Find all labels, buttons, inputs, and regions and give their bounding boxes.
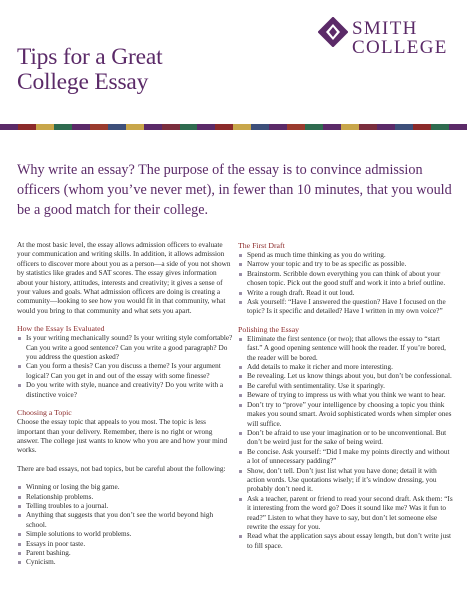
logo-word-smith: SMITH	[352, 18, 418, 39]
title-line-1: Tips for a Great	[17, 44, 163, 70]
title-line-2: College Essay	[17, 69, 149, 95]
stripe-segment	[197, 124, 215, 130]
polishing-list	[238, 335, 453, 551]
list-item: Is your writing mechanically sound? Is your writing style comfortable? Can you write a good sentence? Can you write a good paragraph? Do you address the question asked?	[17, 334, 233, 362]
stripe-segment	[305, 124, 323, 130]
smith-college-logo	[318, 14, 460, 64]
list-item: Eliminate the first sentence (or two); that allows the essay to “start fast.” A good opening sentence will hook the reader. If you’re bored, the reader will be bored.	[238, 335, 453, 363]
logo-word-college: COLLEGE	[352, 37, 448, 58]
left-column	[17, 241, 233, 568]
list-item: Don’t try to “prove” your intelligence by choosing a topic you think makes you sound smart. Avoid sophisticated words when simpler ones will suffice.	[238, 401, 453, 429]
first-draft-heading: The First Draft	[238, 241, 285, 250]
list-item: Winning or losing the big game.	[17, 483, 233, 492]
college-seal-icon	[318, 17, 348, 47]
list-item: Show, don’t tell. Don’t just list what you have done; detail it with action words. Use quotations wisely; if it’s window dressing, you probably don’t need it.	[238, 467, 453, 495]
list-item: Ask yourself: “Have I answered the question? Have I focused on the topic? Is it specific and detailed? Have I written in my own voice?”	[238, 298, 453, 317]
list-item: Narrow your topic and try to be as specific as possible.	[238, 260, 453, 269]
topic-paragraph: Choose the essay topic that appeals to you most. The topic is less important than your delivery. Remember, there is no right or wrong answer. The college just wants to know who you are and how your mind works.	[17, 418, 228, 455]
list-item: Relationship problems.	[17, 493, 233, 502]
stripe-segment	[323, 124, 341, 130]
topic-heading: Choosing a Topic	[17, 408, 72, 418]
stripe-segment	[413, 124, 431, 130]
stripe-segment	[269, 124, 287, 130]
stripe-segment	[72, 124, 90, 130]
stripe-segment	[90, 124, 108, 130]
list-item: Be revealing. Let us know things about you, but don’t be confessional.	[238, 372, 453, 381]
stripe-segment	[215, 124, 233, 130]
polishing-heading: Polishing the Essay	[238, 324, 300, 334]
list-item: Telling troubles to a journal.	[17, 502, 233, 511]
stripe-segment	[233, 124, 251, 130]
intro-paragraph: Why write an essay? The purpose of the essay is to convince admission officers (whom you’ve never met), in fewer than 10 minutes, that you would be a good match for their college.	[17, 162, 452, 218]
page-title	[17, 45, 162, 95]
logo-wordmark	[352, 20, 448, 58]
list-item: Beware of trying to impress us with what you think we want to hear.	[238, 391, 453, 400]
list-item: Be careful with sentimentality. Use it sparingly.	[238, 382, 453, 391]
list-item: Write a rough draft. Read it out loud.	[238, 289, 453, 298]
stripe-segment	[341, 124, 359, 130]
stripe-segment	[54, 124, 72, 130]
stripe-segment	[36, 124, 54, 130]
list-item: Be concise. Ask yourself: “Did I make my points directly and without a lot of unnecessary padding?”	[238, 448, 453, 467]
stripe-segment	[180, 124, 198, 130]
stripe-segment	[377, 124, 395, 130]
list-item: Anything that suggests that you don’t see the world beyond high school.	[17, 511, 233, 530]
avoid-list	[17, 483, 233, 568]
stripe-segment	[126, 124, 144, 130]
stripe-segment	[108, 124, 126, 130]
stripe-segment	[359, 124, 377, 130]
stripe-segment	[431, 124, 449, 130]
stripe-segment	[395, 124, 413, 130]
stripe-segment	[287, 124, 305, 130]
evaluated-list	[17, 334, 233, 400]
list-item: Simple solutions to world problems.	[17, 530, 233, 539]
list-item: Spend as much time thinking as you do writing.	[238, 251, 453, 260]
list-item: Read what the application says about essay length, but don’t write just to fill space.	[238, 532, 453, 551]
list-item: Don’t be afraid to use your imagination or to be unconventional. But don’t be weird just for the sake of being weird.	[238, 429, 453, 448]
list-item: Ask a teacher, parent or friend to read your second draft. Ask them: “Is it interesting from the word go? Does it sound like me? Was it fun to read?” Listen to what they have to say, but don’t let someone else rewrite the essay for you.	[238, 495, 453, 533]
topic-caution-paragraph: There are bad essays, not bad topics, but be careful about the following:	[17, 464, 226, 473]
list-item: Essays in poor taste.	[17, 540, 233, 549]
stripe-segment	[251, 124, 269, 130]
stripe-segment	[144, 124, 162, 130]
list-item: Cynicism.	[17, 558, 233, 567]
purpose-paragraph: At the most basic level, the essay allows admission officers to evaluate your communication and writing skills. In addition, it allows admission officers to discover more about you as a person—a side of you not shown by statistics like grades and SAT scores. The essay gives information about your history, attitudes, interests and creativity; it gives a sense of your values and goals. What admission officers are doing is creating a community—looking to see how you would fit in that community, what would you bring to that community and what sets you apart.	[17, 241, 231, 315]
stripe-segment	[18, 124, 36, 130]
list-item: Brainstorm. Scribble down everything you can think of about your chosen topic. Pick out the good stuff and work it into a brief outline.	[238, 270, 453, 289]
list-item: Parent bashing.	[17, 549, 233, 558]
stripe-segment	[162, 124, 180, 130]
stripe-segment	[449, 124, 467, 130]
evaluated-heading: How the Essay Is Evaluated	[17, 324, 105, 334]
list-item: Do you write with style, nuance and creativity? Do you write with a distinctive voice?	[17, 381, 233, 400]
list-item: Can you form a thesis? Can you discuss a theme? Is your argument logical? Can you get in and out of the essay with some finesse?	[17, 362, 233, 381]
list-item: Add details to make it richer and more interesting.	[238, 363, 453, 372]
decorative-color-stripe	[0, 124, 467, 130]
first-draft-list	[238, 251, 453, 317]
right-column	[238, 241, 453, 551]
stripe-segment	[0, 124, 18, 130]
